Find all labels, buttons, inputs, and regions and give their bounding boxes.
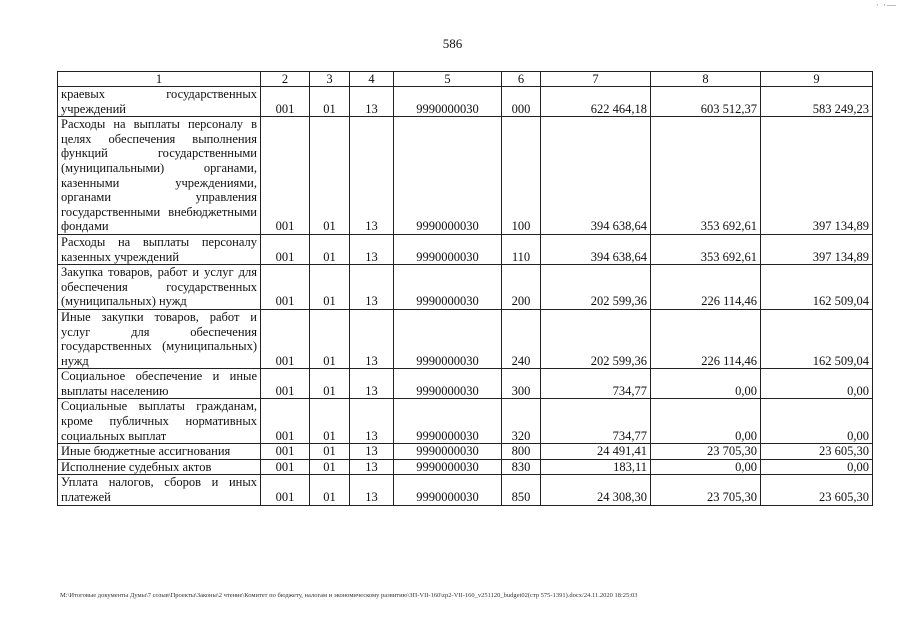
row-section: 01 — [310, 87, 350, 117]
row-expense-type: 110 — [502, 234, 541, 264]
row-section: 01 — [310, 475, 350, 505]
table-row — [58, 234, 873, 264]
row-amount-8: 226 114,46 — [651, 309, 761, 368]
row-amount-7: 394 638,64 — [541, 117, 651, 235]
table-row — [58, 309, 873, 368]
table-row — [58, 444, 873, 460]
row-expense-type: 100 — [502, 117, 541, 235]
row-amount-8: 226 114,46 — [651, 265, 761, 310]
row-section: 01 — [310, 117, 350, 235]
row-name: Социальные выплаты гражданам, кроме публичных нормативных социальных выплат — [58, 399, 261, 444]
row-expense-type: 830 — [502, 459, 541, 475]
row-admin-code: 001 — [261, 369, 310, 399]
row-expense-type: 240 — [502, 309, 541, 368]
row-amount-8: 353 692,61 — [651, 117, 761, 235]
row-target-article: 9990000030 — [394, 234, 502, 264]
row-amount-7: 183,11 — [541, 459, 651, 475]
row-admin-code: 001 — [261, 309, 310, 368]
header-row — [58, 72, 873, 87]
row-amount-8: 353 692,61 — [651, 234, 761, 264]
row-expense-type: 800 — [502, 444, 541, 460]
row-admin-code: 001 — [261, 234, 310, 264]
row-subsection: 13 — [350, 265, 394, 310]
row-amount-9: 162 509,04 — [761, 309, 873, 368]
row-amount-8: 23 705,30 — [651, 444, 761, 460]
row-amount-8: 23 705,30 — [651, 475, 761, 505]
row-amount-9: 0,00 — [761, 369, 873, 399]
page-number: 586 — [442, 36, 463, 51]
row-amount-7: 202 599,36 — [541, 265, 651, 310]
row-section: 01 — [310, 459, 350, 475]
header-col-8: 8 — [651, 72, 761, 87]
row-subsection: 13 — [350, 399, 394, 444]
row-target-article: 9990000030 — [394, 87, 502, 117]
row-target-article: 9990000030 — [394, 459, 502, 475]
budget-table — [57, 71, 873, 506]
footer-file-path: М:\Итоговые документы Думы\7 созыв\Проекты\Законы\2 чтение\Комитет по бюджету, налогам и экономическому развитию\ЗП-VII-160\zp2-VII-160_v251120_budget02(стр 575-1391).docx/24.11.2020 18:25:03 — [60, 592, 638, 599]
row-expense-type: 200 — [502, 265, 541, 310]
row-admin-code: 001 — [261, 399, 310, 444]
row-target-article: 9990000030 — [394, 117, 502, 235]
row-amount-9: 397 134,89 — [761, 117, 873, 235]
row-amount-9: 0,00 — [761, 459, 873, 475]
row-name: Закупка товаров, работ и услуг для обеспечения государственных (муниципальных) нужд — [58, 265, 261, 310]
header-col-1: 1 — [58, 72, 261, 87]
row-amount-9: 23 605,30 — [761, 475, 873, 505]
row-name: Расходы на выплаты персоналу в целях обеспечения выполнения функций государственными (муниципальными) органами, казенными учреждениями, органами управления государственными внебюджетными фондами — [58, 117, 261, 235]
row-target-article: 9990000030 — [394, 475, 502, 505]
row-section: 01 — [310, 309, 350, 368]
row-target-article: 9990000030 — [394, 399, 502, 444]
row-subsection: 13 — [350, 369, 394, 399]
corner-mark: · ·— — [875, 0, 897, 10]
row-amount-7: 622 464,18 — [541, 87, 651, 117]
row-name: Иные закупки товаров, работ и услуг для обеспечения государственных (муниципальных) нужд — [58, 309, 261, 368]
row-amount-9: 162 509,04 — [761, 265, 873, 310]
row-admin-code: 001 — [261, 459, 310, 475]
row-amount-7: 394 638,64 — [541, 234, 651, 264]
table-row — [58, 117, 873, 235]
row-section: 01 — [310, 444, 350, 460]
row-subsection: 13 — [350, 444, 394, 460]
row-name: краевых государственных учреждений — [58, 87, 261, 117]
row-amount-7: 734,77 — [541, 399, 651, 444]
row-name: Расходы на выплаты персоналу казенных учреждений — [58, 234, 261, 264]
row-amount-9: 397 134,89 — [761, 234, 873, 264]
row-amount-8: 0,00 — [651, 459, 761, 475]
table-row — [58, 87, 873, 117]
row-subsection: 13 — [350, 87, 394, 117]
row-name: Социальное обеспечение и иные выплаты населению — [58, 369, 261, 399]
row-amount-8: 0,00 — [651, 399, 761, 444]
row-target-article: 9990000030 — [394, 444, 502, 460]
row-section: 01 — [310, 265, 350, 310]
row-amount-8: 0,00 — [651, 369, 761, 399]
table-row — [58, 459, 873, 475]
row-expense-type: 300 — [502, 369, 541, 399]
header-col-9: 9 — [761, 72, 873, 87]
row-name: Уплата налогов, сборов и иных платежей — [58, 475, 261, 505]
row-subsection: 13 — [350, 459, 394, 475]
row-amount-7: 24 491,41 — [541, 444, 651, 460]
header-col-4: 4 — [350, 72, 394, 87]
row-expense-type: 000 — [502, 87, 541, 117]
row-subsection: 13 — [350, 234, 394, 264]
header-col-3: 3 — [310, 72, 350, 87]
row-amount-9: 23 605,30 — [761, 444, 873, 460]
row-section: 01 — [310, 234, 350, 264]
header-col-7: 7 — [541, 72, 651, 87]
table-row — [58, 265, 873, 310]
header-col-2: 2 — [261, 72, 310, 87]
header-col-5: 5 — [394, 72, 502, 87]
row-subsection: 13 — [350, 475, 394, 505]
row-amount-9: 583 249,23 — [761, 87, 873, 117]
row-admin-code: 001 — [261, 444, 310, 460]
row-amount-7: 202 599,36 — [541, 309, 651, 368]
row-amount-9: 0,00 — [761, 399, 873, 444]
row-subsection: 13 — [350, 117, 394, 235]
row-admin-code: 001 — [261, 117, 310, 235]
row-target-article: 9990000030 — [394, 369, 502, 399]
header-col-6: 6 — [502, 72, 541, 87]
table-row — [58, 399, 873, 444]
row-name: Иные бюджетные ассигнования — [58, 444, 261, 460]
row-amount-8: 603 512,37 — [651, 87, 761, 117]
row-section: 01 — [310, 399, 350, 444]
table-row — [58, 475, 873, 505]
row-amount-7: 734,77 — [541, 369, 651, 399]
row-section: 01 — [310, 369, 350, 399]
row-subsection: 13 — [350, 309, 394, 368]
row-admin-code: 001 — [261, 475, 310, 505]
row-expense-type: 850 — [502, 475, 541, 505]
table-row — [58, 369, 873, 399]
row-admin-code: 001 — [261, 265, 310, 310]
row-target-article: 9990000030 — [394, 309, 502, 368]
row-admin-code: 001 — [261, 87, 310, 117]
row-target-article: 9990000030 — [394, 265, 502, 310]
row-expense-type: 320 — [502, 399, 541, 444]
row-name: Исполнение судебных актов — [58, 459, 261, 475]
row-amount-7: 24 308,30 — [541, 475, 651, 505]
